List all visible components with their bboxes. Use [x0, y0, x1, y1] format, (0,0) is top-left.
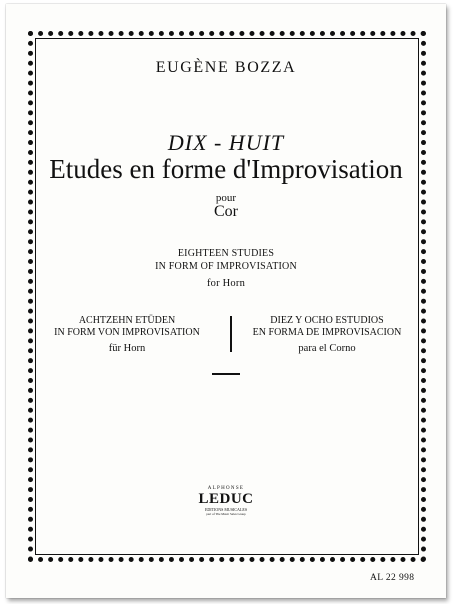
publisher-name-main: LEDUC	[198, 491, 254, 507]
decorative-inner-border	[35, 38, 419, 555]
spanish-title-block	[242, 315, 412, 355]
german-instrument: für Horn	[108, 343, 146, 354]
title-line-2: Etudes en forme d'Improvisation	[49, 154, 403, 184]
english-title-block	[6, 247, 446, 290]
vertical-divider	[230, 316, 232, 352]
publisher-logo	[194, 486, 258, 528]
german-title-block	[42, 315, 212, 355]
german-title-line-2: IN FORM VON IMPROVISATION	[54, 327, 200, 338]
english-instrument: for Horn	[206, 278, 246, 289]
composer-name: EUGÈNE BOZZA	[155, 59, 297, 76]
catalog-number: AL 22 998	[370, 573, 415, 583]
title-line-1: DIX - HUIT	[167, 130, 285, 155]
english-title-line-2: IN FORM OF IMPROVISATION	[155, 261, 297, 272]
horizontal-divider	[212, 373, 240, 375]
spanish-title-line-2: EN FORMA DE IMPROVISACION	[252, 327, 402, 338]
score-cover-page	[6, 4, 446, 598]
instrument-label: Cor	[214, 203, 238, 220]
english-title-line-1: EIGHTEEN STUDIES	[177, 248, 275, 259]
publisher-subtitle: EDITIONS MUSICALES	[204, 507, 248, 512]
german-title-line-1: ACHTZEHN ETÜDEN	[78, 315, 176, 326]
pour-label: pour	[215, 192, 237, 204]
spanish-instrument: para el Corno	[298, 343, 356, 354]
publisher-name-top: ALPHONSE	[207, 486, 245, 491]
publisher-group: part of The Music Sales Group	[206, 512, 246, 516]
spanish-title-line-1: DIEZ Y OCHO ESTUDIOS	[270, 315, 384, 326]
